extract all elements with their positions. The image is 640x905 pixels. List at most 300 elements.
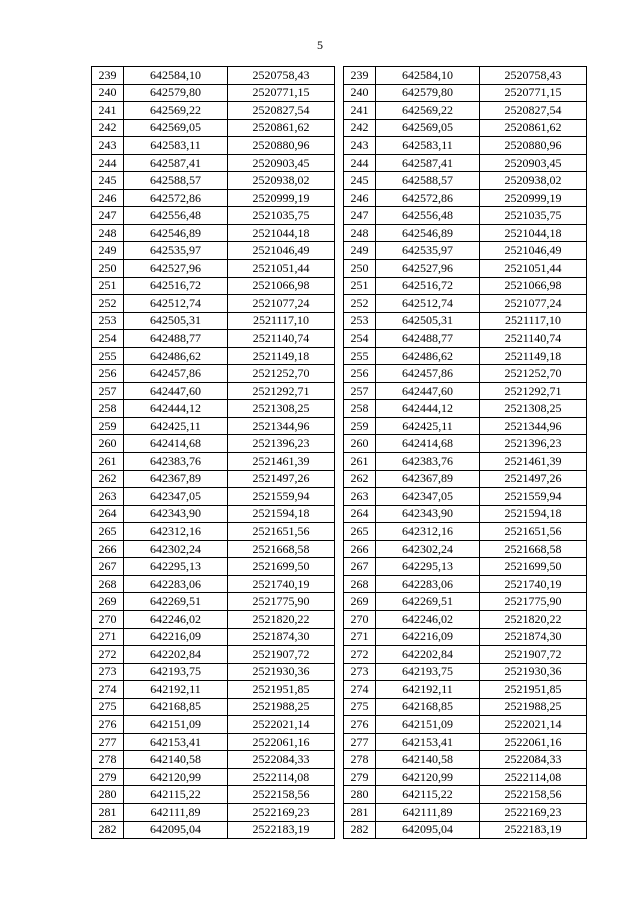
y-coordinate-cell: 2521951,85 [480,681,587,699]
y-coordinate-cell: 2520771,15 [228,84,335,102]
x-coordinate-cell: 642111,89 [376,803,480,821]
table-row [92,593,335,611]
point-number-cell: 276 [92,716,124,734]
y-coordinate-cell: 2520758,43 [480,67,587,85]
point-number-cell: 266 [344,540,376,558]
y-coordinate-cell: 2521044,18 [228,224,335,242]
y-coordinate-cell: 2521820,22 [228,610,335,628]
point-number-cell: 239 [344,67,376,85]
table-row [92,67,335,85]
y-coordinate-cell: 2520861,62 [228,119,335,137]
point-number-cell: 246 [344,189,376,207]
y-coordinate-cell: 2520999,19 [480,189,587,207]
point-number-cell: 264 [344,505,376,523]
y-coordinate-cell: 2520999,19 [228,189,335,207]
point-number-cell: 255 [92,347,124,365]
table-row [344,646,587,664]
table-row [344,716,587,734]
point-number-cell: 265 [92,523,124,541]
x-coordinate-cell: 642302,24 [376,540,480,558]
table-row [344,558,587,576]
y-coordinate-cell: 2521051,44 [228,260,335,278]
y-coordinate-cell: 2521668,58 [228,540,335,558]
y-coordinate-cell: 2521292,71 [228,382,335,400]
x-coordinate-cell: 642151,09 [376,716,480,734]
point-number-cell: 257 [92,382,124,400]
x-coordinate-cell: 642579,80 [124,84,228,102]
table-row [344,84,587,102]
x-coordinate-cell: 642168,85 [376,698,480,716]
table-row [344,154,587,172]
x-coordinate-cell: 642140,58 [124,751,228,769]
point-number-cell: 271 [344,628,376,646]
x-coordinate-cell: 642535,97 [376,242,480,260]
table-row [92,751,335,769]
table-row [92,646,335,664]
table-row [92,242,335,260]
x-coordinate-cell: 642588,57 [376,172,480,190]
y-coordinate-cell: 2521046,49 [228,242,335,260]
point-number-cell: 263 [92,488,124,506]
y-coordinate-cell: 2520771,15 [480,84,587,102]
x-coordinate-cell: 642115,22 [376,786,480,804]
point-number-cell: 250 [344,260,376,278]
y-coordinate-cell: 2521988,25 [228,698,335,716]
y-coordinate-cell: 2522114,08 [480,768,587,786]
y-coordinate-cell: 2521117,10 [228,312,335,330]
x-coordinate-cell: 642447,60 [376,382,480,400]
y-coordinate-cell: 2521308,25 [480,400,587,418]
y-coordinate-cell: 2521051,44 [480,260,587,278]
y-coordinate-cell: 2522169,23 [480,803,587,821]
x-coordinate-cell: 642343,90 [124,505,228,523]
point-number-cell: 255 [344,347,376,365]
y-coordinate-cell: 2521044,18 [480,224,587,242]
y-coordinate-cell: 2521559,94 [228,488,335,506]
y-coordinate-cell: 2521874,30 [228,628,335,646]
table-row [92,347,335,365]
point-number-cell: 249 [92,242,124,260]
x-coordinate-cell: 642283,06 [124,575,228,593]
table-row [344,698,587,716]
table-row [344,224,587,242]
point-number-cell: 277 [92,733,124,751]
y-coordinate-cell: 2520861,62 [480,119,587,137]
x-coordinate-cell: 642425,11 [124,417,228,435]
point-number-cell: 267 [344,558,376,576]
table-row [92,803,335,821]
point-number-cell: 256 [92,365,124,383]
point-number-cell: 269 [92,593,124,611]
y-coordinate-cell: 2521252,70 [228,365,335,383]
table-row [92,137,335,155]
x-coordinate-cell: 642193,75 [124,663,228,681]
y-coordinate-cell: 2521874,30 [480,628,587,646]
x-coordinate-cell: 642587,41 [376,154,480,172]
y-coordinate-cell: 2522021,14 [480,716,587,734]
x-coordinate-cell: 642572,86 [124,189,228,207]
point-number-cell: 240 [344,84,376,102]
table-row [92,172,335,190]
point-number-cell: 260 [92,435,124,453]
y-coordinate-cell: 2520827,54 [228,102,335,120]
point-number-cell: 246 [92,189,124,207]
y-coordinate-cell: 2521907,72 [480,646,587,664]
point-number-cell: 275 [92,698,124,716]
table-row [92,488,335,506]
table-row [344,119,587,137]
table-row [92,470,335,488]
table-row [344,751,587,769]
x-coordinate-cell: 642383,76 [376,453,480,471]
point-number-cell: 277 [344,733,376,751]
table-row [344,470,587,488]
table-row [344,435,587,453]
x-coordinate-cell: 642488,77 [376,330,480,348]
x-coordinate-cell: 642192,11 [124,681,228,699]
point-number-cell: 252 [344,295,376,313]
table-row [344,663,587,681]
y-coordinate-cell: 2521140,74 [228,330,335,348]
point-number-cell: 268 [344,575,376,593]
point-number-cell: 241 [344,102,376,120]
x-coordinate-cell: 642095,04 [376,821,480,839]
table-row [344,207,587,225]
point-number-cell: 260 [344,435,376,453]
y-coordinate-cell: 2522084,33 [480,751,587,769]
point-number-cell: 275 [344,698,376,716]
y-coordinate-cell: 2521461,39 [228,453,335,471]
table-row [92,505,335,523]
table-row [92,540,335,558]
point-number-cell: 281 [92,803,124,821]
x-coordinate-cell: 642527,96 [124,260,228,278]
table-row [92,295,335,313]
y-coordinate-cell: 2522061,16 [228,733,335,751]
y-coordinate-cell: 2521951,85 [228,681,335,699]
point-number-cell: 270 [92,610,124,628]
point-number-cell: 251 [344,277,376,295]
x-coordinate-cell: 642569,22 [376,102,480,120]
point-number-cell: 270 [344,610,376,628]
point-number-cell: 276 [344,716,376,734]
y-coordinate-cell: 2520758,43 [228,67,335,85]
y-coordinate-cell: 2521066,98 [480,277,587,295]
x-coordinate-cell: 642120,99 [124,768,228,786]
y-coordinate-cell: 2520938,02 [480,172,587,190]
x-coordinate-cell: 642343,90 [376,505,480,523]
table-row [344,260,587,278]
table-row [344,189,587,207]
table-row [92,453,335,471]
table-row [92,663,335,681]
x-coordinate-cell: 642505,31 [124,312,228,330]
table-row [92,330,335,348]
y-coordinate-cell: 2520903,45 [228,154,335,172]
point-number-cell: 282 [92,821,124,839]
table-row [92,119,335,137]
table-row [344,505,587,523]
point-number-cell: 280 [92,786,124,804]
y-coordinate-cell: 2521668,58 [480,540,587,558]
x-coordinate-cell: 642140,58 [376,751,480,769]
y-coordinate-cell: 2522084,33 [228,751,335,769]
point-number-cell: 274 [92,681,124,699]
table-row [344,242,587,260]
x-coordinate-cell: 642457,86 [376,365,480,383]
point-number-cell: 258 [92,400,124,418]
table-row [344,400,587,418]
point-number-cell: 248 [344,224,376,242]
y-coordinate-cell: 2520827,54 [480,102,587,120]
point-number-cell: 279 [92,768,124,786]
point-number-cell: 245 [92,172,124,190]
point-number-cell: 242 [92,119,124,137]
y-coordinate-cell: 2521396,23 [480,435,587,453]
table-row [344,347,587,365]
y-coordinate-cell: 2521344,96 [228,417,335,435]
x-coordinate-cell: 642295,13 [124,558,228,576]
table-row [344,102,587,120]
table-row [92,189,335,207]
table-row [92,365,335,383]
table-row [92,628,335,646]
point-number-cell: 263 [344,488,376,506]
x-coordinate-cell: 642583,11 [376,137,480,155]
x-coordinate-cell: 642444,12 [124,400,228,418]
y-coordinate-cell: 2521077,24 [480,295,587,313]
point-number-cell: 262 [344,470,376,488]
table-row [344,453,587,471]
y-coordinate-cell: 2521149,18 [228,347,335,365]
x-coordinate-cell: 642312,16 [124,523,228,541]
x-coordinate-cell: 642269,51 [124,593,228,611]
y-coordinate-cell: 2522114,08 [228,768,335,786]
x-coordinate-cell: 642193,75 [376,663,480,681]
x-coordinate-cell: 642535,97 [124,242,228,260]
x-coordinate-cell: 642192,11 [376,681,480,699]
point-number-cell: 265 [344,523,376,541]
x-coordinate-cell: 642583,11 [124,137,228,155]
point-number-cell: 261 [344,453,376,471]
table-row [92,312,335,330]
table-row [344,488,587,506]
y-coordinate-cell: 2521344,96 [480,417,587,435]
x-coordinate-cell: 642246,02 [376,610,480,628]
x-coordinate-cell: 642302,24 [124,540,228,558]
x-coordinate-cell: 642546,89 [124,224,228,242]
point-number-cell: 278 [92,751,124,769]
table-row [344,417,587,435]
point-number-cell: 272 [344,646,376,664]
x-coordinate-cell: 642546,89 [376,224,480,242]
y-coordinate-cell: 2521988,25 [480,698,587,716]
table-row [92,260,335,278]
y-coordinate-cell: 2520880,96 [480,137,587,155]
point-number-cell: 264 [92,505,124,523]
x-coordinate-cell: 642569,05 [124,119,228,137]
x-coordinate-cell: 642512,74 [376,295,480,313]
table-row [92,698,335,716]
x-coordinate-cell: 642216,09 [124,628,228,646]
point-number-cell: 278 [344,751,376,769]
point-number-cell: 262 [92,470,124,488]
x-coordinate-cell: 642486,62 [376,347,480,365]
table-row [344,523,587,541]
point-number-cell: 272 [92,646,124,664]
y-coordinate-cell: 2521699,50 [228,558,335,576]
table-row [92,558,335,576]
table-row [344,382,587,400]
x-coordinate-cell: 642486,62 [124,347,228,365]
y-coordinate-cell: 2521396,23 [228,435,335,453]
x-coordinate-cell: 642527,96 [376,260,480,278]
point-number-cell: 259 [344,417,376,435]
x-coordinate-cell: 642488,77 [124,330,228,348]
y-coordinate-cell: 2521594,18 [480,505,587,523]
table-row [92,733,335,751]
x-coordinate-cell: 642202,84 [376,646,480,664]
x-coordinate-cell: 642505,31 [376,312,480,330]
point-number-cell: 279 [344,768,376,786]
x-coordinate-cell: 642516,72 [376,277,480,295]
y-coordinate-cell: 2521594,18 [228,505,335,523]
y-coordinate-cell: 2522158,56 [228,786,335,804]
point-number-cell: 245 [344,172,376,190]
x-coordinate-cell: 642216,09 [376,628,480,646]
x-coordinate-cell: 642457,86 [124,365,228,383]
x-coordinate-cell: 642246,02 [124,610,228,628]
y-coordinate-cell: 2522169,23 [228,803,335,821]
table-row [344,312,587,330]
x-coordinate-cell: 642444,12 [376,400,480,418]
table-row [92,84,335,102]
point-number-cell: 239 [92,67,124,85]
x-coordinate-cell: 642153,41 [376,733,480,751]
y-coordinate-cell: 2522061,16 [480,733,587,751]
y-coordinate-cell: 2520903,45 [480,154,587,172]
y-coordinate-cell: 2521699,50 [480,558,587,576]
x-coordinate-cell: 642295,13 [376,558,480,576]
page-number: 5 [317,38,323,52]
point-number-cell: 257 [344,382,376,400]
y-coordinate-cell: 2520880,96 [228,137,335,155]
point-number-cell: 251 [92,277,124,295]
point-number-cell: 249 [344,242,376,260]
x-coordinate-cell: 642512,74 [124,295,228,313]
point-number-cell: 267 [92,558,124,576]
table-row [92,575,335,593]
table-row [344,365,587,383]
table-row [92,400,335,418]
point-number-cell: 241 [92,102,124,120]
x-coordinate-cell: 642115,22 [124,786,228,804]
point-number-cell: 243 [92,137,124,155]
x-coordinate-cell: 642588,57 [124,172,228,190]
y-coordinate-cell: 2521775,90 [228,593,335,611]
x-coordinate-cell: 642579,80 [376,84,480,102]
table-row [344,628,587,646]
x-coordinate-cell: 642111,89 [124,803,228,821]
point-number-cell: 244 [92,154,124,172]
x-coordinate-cell: 642269,51 [376,593,480,611]
table-row [92,154,335,172]
y-coordinate-cell: 2521292,71 [480,382,587,400]
point-number-cell: 248 [92,224,124,242]
point-number-cell: 258 [344,400,376,418]
table-row [92,821,335,839]
x-coordinate-cell: 642383,76 [124,453,228,471]
coordinates-table-right-body [344,67,587,839]
point-number-cell: 242 [344,119,376,137]
y-coordinate-cell: 2521077,24 [228,295,335,313]
table-row [92,523,335,541]
point-number-cell: 256 [344,365,376,383]
table-row [92,786,335,804]
table-row [92,102,335,120]
table-row [344,137,587,155]
y-coordinate-cell: 2522021,14 [228,716,335,734]
point-number-cell: 280 [344,786,376,804]
x-coordinate-cell: 642425,11 [376,417,480,435]
y-coordinate-cell: 2521308,25 [228,400,335,418]
point-number-cell: 253 [92,312,124,330]
table-row [92,716,335,734]
y-coordinate-cell: 2521035,75 [480,207,587,225]
point-number-cell: 268 [92,575,124,593]
x-coordinate-cell: 642584,10 [124,67,228,85]
y-coordinate-cell: 2521461,39 [480,453,587,471]
table-row [344,277,587,295]
y-coordinate-cell: 2521117,10 [480,312,587,330]
table-row [92,277,335,295]
y-coordinate-cell: 2521740,19 [480,575,587,593]
x-coordinate-cell: 642151,09 [124,716,228,734]
table-row [92,207,335,225]
table-row [92,224,335,242]
point-number-cell: 281 [344,803,376,821]
y-coordinate-cell: 2521651,56 [480,523,587,541]
point-number-cell: 252 [92,295,124,313]
x-coordinate-cell: 642587,41 [124,154,228,172]
x-coordinate-cell: 642347,05 [376,488,480,506]
x-coordinate-cell: 642572,86 [376,189,480,207]
point-number-cell: 261 [92,453,124,471]
x-coordinate-cell: 642556,48 [376,207,480,225]
point-number-cell: 243 [344,137,376,155]
table-row [344,821,587,839]
table-row [344,768,587,786]
point-number-cell: 269 [344,593,376,611]
table-row [344,575,587,593]
y-coordinate-cell: 2521497,26 [480,470,587,488]
point-number-cell: 247 [344,207,376,225]
table-row [92,382,335,400]
table-row [344,172,587,190]
point-number-cell: 247 [92,207,124,225]
point-number-cell: 259 [92,417,124,435]
y-coordinate-cell: 2521497,26 [228,470,335,488]
y-coordinate-cell: 2521907,72 [228,646,335,664]
x-coordinate-cell: 642367,89 [376,470,480,488]
y-coordinate-cell: 2522183,19 [480,821,587,839]
point-number-cell: 273 [92,663,124,681]
y-coordinate-cell: 2521149,18 [480,347,587,365]
x-coordinate-cell: 642414,68 [124,435,228,453]
y-coordinate-cell: 2521820,22 [480,610,587,628]
table-row [344,295,587,313]
point-number-cell: 266 [92,540,124,558]
